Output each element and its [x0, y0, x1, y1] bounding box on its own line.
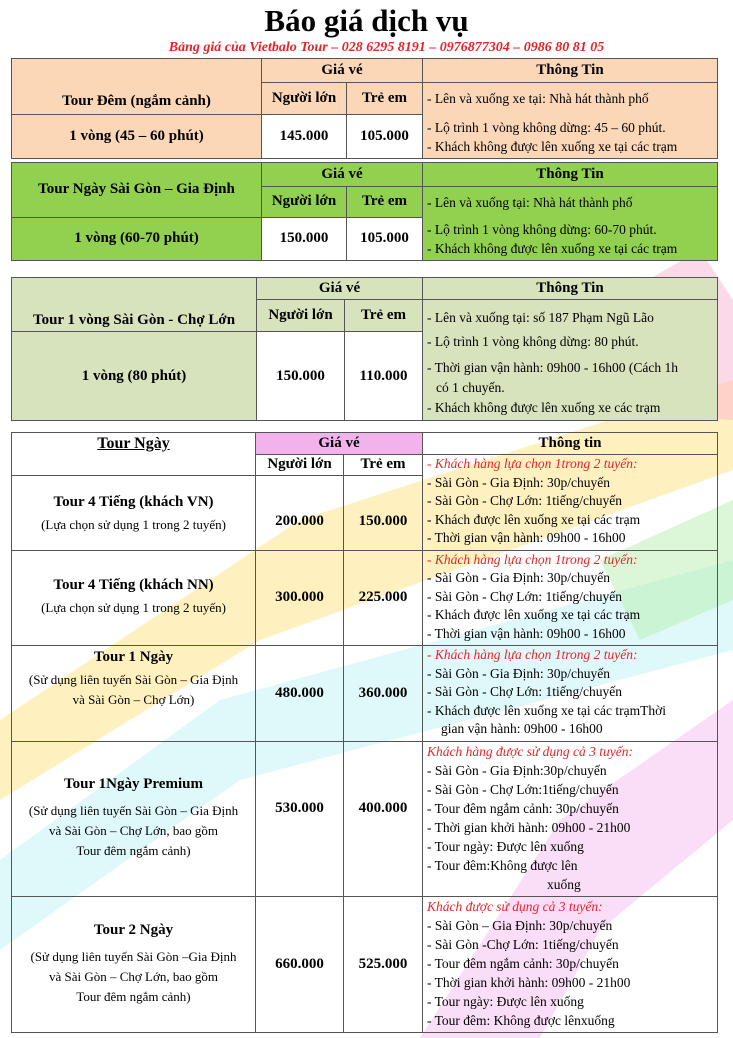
tour-name: Tour 4 Tiếng (khách VN): [53, 494, 214, 511]
price-child: 110.000: [345, 332, 423, 421]
info-line: - Sài Gòn - Gia Định:30p/chuyến: [427, 762, 607, 778]
tour-name-cell: [12, 896, 256, 1032]
info-line: - Sài Gòn - Chợ Lớn: 1tiếng/chuyến: [427, 684, 622, 699]
header-thong-tin: Thông Tin: [423, 278, 718, 300]
info-line: - Sài Gòn -Chợ Lớn: 1tiếng/chuyến: [427, 936, 619, 952]
info-line: - Khách được lên xuống xe tại các trạmThời: [427, 702, 667, 718]
tour-desc: và Sài Gòn – Chợ Lớn, bao gồm: [48, 823, 218, 838]
header-thong-tin: Thông Tin: [423, 59, 718, 83]
info-line: - Thời gian khởi hành: 09h00 - 21h00: [427, 819, 631, 835]
info-line: - Lộ trình 1 vòng không dừng: 60-70 phút.: [427, 222, 657, 237]
table-tour-ngay-sg-gd: [11, 162, 718, 261]
info-line: - Thời gian vận hành: 09h00 - 16h00: [427, 530, 626, 545]
price-adult: 660.000: [256, 896, 344, 1032]
info-line: - Lên và xuống tại: Nhà hát thành phố: [427, 195, 633, 210]
tour-row-label: 1 vòng (60-70 phút): [12, 217, 262, 260]
info-note: Khách hàng được sử dụng cả 3 tuyến:: [427, 743, 634, 759]
tour-name: Tour Ngày Sài Gòn – Gia Định: [12, 163, 262, 218]
info-cell: [423, 741, 718, 896]
info-line: có 1 chuyến.: [436, 380, 505, 395]
header-tre-em: Trẻ em: [347, 187, 423, 218]
price-adult: 150.000: [257, 332, 345, 421]
info-cell: [423, 550, 718, 646]
tour-name-cell: [12, 646, 256, 742]
info-line: gian vận hành: 09h00 - 16h00: [441, 721, 603, 736]
info-cell: [423, 187, 718, 261]
header-nguoi-lon: Người lớn: [262, 187, 347, 218]
info-line: - Sài Gòn - Chợ Lớn:1tiếng/chuyến: [427, 781, 619, 797]
info-cell: [423, 300, 718, 421]
header-nguoi-lon: Người lớn: [257, 300, 345, 332]
info-line: - Tour đêm:Không được lên: [427, 857, 578, 873]
info-line: - Tour đêm: Không được lênxuống: [427, 1012, 615, 1028]
table-tour-sg-cho-lon: [11, 277, 718, 421]
tour-name: Tour 1Ngày Premium: [64, 776, 203, 792]
header-tre-em: Trẻ em: [345, 300, 423, 332]
header-tre-em: Trẻ em: [344, 455, 423, 476]
tour-name: Tour 1 vòng Sài Gòn - Chợ Lớn: [12, 278, 257, 332]
info-line: - Tour ngày: Được lên xuống: [427, 838, 584, 854]
info-note: - Khách hàng lựa chọn 1trong 2 tuyến:: [427, 551, 638, 567]
table-tour-dem: [11, 58, 718, 159]
header-thong-tin: Thông tin: [423, 433, 718, 455]
tour-name: Tour 1 Ngày: [93, 649, 174, 665]
info-line: - Tour ngày: Được lên xuống: [427, 993, 584, 1009]
info-line: xuống: [547, 876, 581, 892]
tour-desc: (Lựa chọn sử dụng 1 trong 2 tuyến): [41, 517, 226, 533]
header-thong-tin: Thông Tin: [423, 163, 718, 187]
price-adult: 150.000: [262, 217, 347, 260]
info-line: - Khách không được lên xuống xe tại các trạm: [427, 241, 678, 256]
price-child: 105.000: [347, 217, 423, 260]
header-gia-ve: Giá vé: [256, 433, 423, 455]
price-child: 225.000: [344, 550, 423, 646]
info-line: - Sài Gòn - Chợ Lớn: 1tiếng/chuyến: [427, 588, 622, 604]
info-line: - Khách được lên xuống xe tại các trạm: [427, 511, 641, 527]
tour-name: Tour 4 Tiếng (khách NN): [53, 577, 214, 594]
info-line: - Lộ trình 1 vòng không dừng: 45 – 60 phút.: [427, 120, 666, 135]
tour-desc: (Sử dụng liên tuyến Sài Gòn – Gia Định: [28, 803, 239, 818]
info-note: - Khách hàng lựa chọn 1trong 2 tuyến:: [427, 647, 638, 662]
info-line: - Thời gian khởi hành: 09h00 - 21h00: [427, 974, 631, 990]
info-line: - Sài Gòn - Gia Định: 30p/chuyến: [427, 665, 610, 681]
tour-desc: và Sài Gòn – Chợ Lớn): [72, 692, 195, 707]
price-adult: 530.000: [256, 741, 344, 896]
tour-name-cell: [12, 550, 256, 646]
info-line: - Khách được lên xuống xe tại các trạm: [427, 607, 641, 622]
info-note: - Khách hàng lựa chọn 1trong 2 tuyến:: [427, 456, 638, 471]
info-line: - Khách không được lên xuống xe tại các trạm: [427, 139, 678, 154]
price-child: 105.000: [347, 114, 423, 158]
header-gia-ve: Giá vé: [262, 59, 423, 83]
tour-desc: Tour đêm ngắm cảnh): [76, 843, 191, 858]
header-gia-ve: Giá vé: [262, 163, 423, 187]
tour-row-label: 1 vòng (80 phút): [12, 332, 257, 421]
info-line: - Lộ trình 1 vòng không dừng: 80 phút.: [427, 334, 639, 349]
info-line: - Tour đêm ngắm cảnh: 30p/chuyến: [427, 800, 619, 816]
info-cell: [423, 896, 718, 1032]
info-line: - Thời gian vận hành: 09h00 - 16h00: [427, 625, 626, 641]
header-nguoi-lon: Người lớn: [256, 455, 344, 476]
price-adult: 480.000: [256, 646, 344, 742]
price-child: 525.000: [344, 896, 423, 1032]
tour-row-label: 1 vòng (45 – 60 phút): [12, 114, 262, 158]
tour-name-cell: [12, 475, 256, 550]
info-cell: [423, 83, 718, 159]
info-note: Khách được sử dụng cả 3 tuyến:: [427, 898, 603, 914]
info-line: - Sài Gòn - Chợ Lớn: 1tiếng/chuyến: [427, 493, 622, 508]
tour-desc: (Sử dụng liên tuyến Sài Gòn – Gia Định: [28, 672, 239, 687]
info-cell: [423, 455, 718, 551]
price-child: 360.000: [344, 646, 423, 742]
tour-name-cell: [12, 741, 256, 896]
price-child: 400.000: [344, 741, 423, 896]
info-line: - Tour đêm ngắm cảnh: 30p/chuyến: [427, 955, 619, 971]
info-line: - Sài Gòn – Gia Định: 30p/chuyến: [427, 917, 613, 933]
tour-name: Tour Đêm (ngắm cảnh): [12, 59, 262, 115]
page-subtitle: Bảng giá của Vietbalo Tour – 028 6295 8191 – 0976877304 – 0986 80 81 05: [168, 40, 605, 55]
tour-desc: Tour đêm ngắm cảnh): [76, 988, 191, 1004]
price-child: 150.000: [344, 475, 423, 550]
header-nguoi-lon: Người lớn: [262, 83, 347, 115]
info-cell: [423, 646, 718, 742]
info-line: - Lên và xuống xe tại: Nhà hát thành phố: [427, 91, 649, 106]
price-adult: 200.000: [256, 475, 344, 550]
info-line: - Khách không được lên xuống xe các trạm: [427, 400, 661, 415]
table-tour-ngay: [11, 432, 718, 1033]
tour-desc: và Sài Gòn – Chợ Lớn, bao gồm: [48, 968, 218, 984]
page-title: Báo giá dịch vụ: [264, 3, 469, 38]
info-line: - Sài Gòn - Gia Định: 30p/chuyến: [427, 474, 610, 490]
header-gia-ve: Giá vé: [257, 278, 423, 300]
info-line: - Thời gian vận hành: 09h00 - 16h00 (Cách 1h: [427, 360, 678, 375]
info-line: - Lên và xuống tại: số 187 Phạm Ngũ Lão: [427, 310, 654, 325]
tour-desc: (Sử dụng liên tuyến Sài Gòn –Gia Định: [30, 948, 237, 964]
tour-name: Tour 2 Ngày: [93, 921, 174, 938]
price-adult: 300.000: [256, 550, 344, 646]
info-line: - Sài Gòn - Gia Định: 30p/chuyến: [427, 570, 610, 585]
tour-desc: (Lựa chọn sử dụng 1 trong 2 tuyến): [41, 600, 226, 616]
header-tre-em: Trẻ em: [347, 83, 423, 115]
price-adult: 145.000: [262, 114, 347, 158]
header-tour-ngay: Tour Ngày: [12, 433, 256, 476]
